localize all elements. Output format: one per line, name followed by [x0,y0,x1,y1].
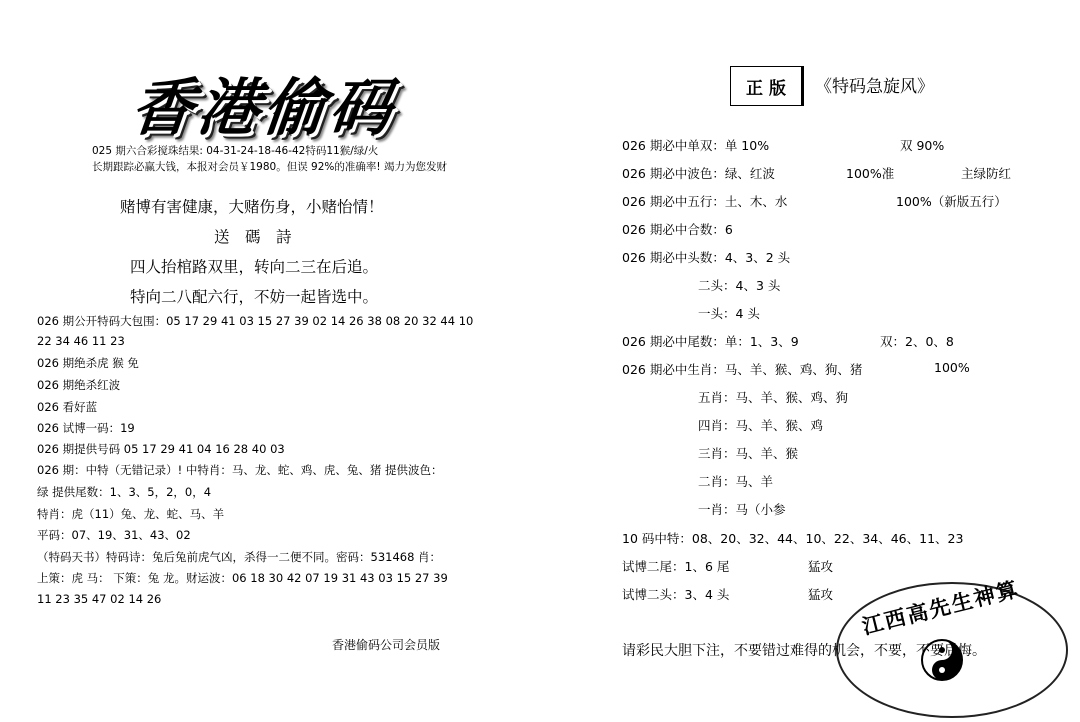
left-row: 026 期绝杀虎 猴 免 [37,356,139,370]
slogan: 赌博有害健康，大赌伤身，小赌怡情！ [120,198,384,216]
right-row-a: 三肖：马、羊、猴 [698,446,799,461]
left-row: 026 看好蓝 [37,400,98,414]
right-row-c: 主绿防红 [961,166,1012,181]
right-row-a: 五肖：马、羊、猴、鸡、狗 [698,390,849,405]
right-heading: 《特码急旋风》 [815,77,934,97]
closing-line: 请彩民大胆下注，不要错过难得的机会，不要，不要后悔。 [622,643,986,659]
right-page [540,0,1080,722]
right-row-a: 一头：4 头 [698,306,760,321]
promo-line: 长期跟踪必赢大钱，本报对会员￥1980。但误 92%的准确率! 竭力为您发财 [92,161,447,173]
right-row-a: 026 期必中单双：单 10% [622,138,770,153]
left-row: 026 试博一码：19 [37,421,135,435]
right-row-a: 一肖：马（小参 [698,502,786,517]
right-row-a: 026 期必中生肖：马、羊、猴、鸡、狗、猪 [622,362,863,377]
left-row: 上策：虎 马： 下策：兔 龙。财运波：06 18 30 42 07 19 31 43 03 15 27 39 [37,571,448,585]
right-row-b: 100% [934,360,970,375]
right-row-b: 猛攻 [808,559,834,574]
left-row: 026 期提供号码 05 17 29 41 04 16 28 40 03 [37,442,285,456]
left-row: 特肖：虎（11）兔、龙、蛇、马、羊 [37,507,225,521]
official-badge: 正 版 [730,66,802,106]
result-line: 025 期六合彩搅珠结果: 04-31-24-18-46-42特码11猴/绿/火 [92,145,379,157]
right-row-b: 100%准 [846,166,895,181]
left-row: 11 23 35 47 02 14 26 [37,592,162,606]
right-row-a: 026 期必中尾数：单：1、3、9 [622,334,799,349]
right-row-a: 二头：4、3 头 [698,278,781,293]
left-row: 026 期：中特（无错记录）! 中特肖：马、龙、蛇、鸡、虎、兔、猪 提供波色： [37,463,443,477]
right-row-a: 二肖：马、羊 [698,474,774,489]
right-row-b: 猛攻 [808,587,834,602]
left-row: 026 期公开特码大包围：05 17 29 41 03 15 27 39 02 14 26 38 08 20 32 44 10 [37,314,474,328]
poem-title: 送 碼 詩 [214,228,292,246]
right-row-a: 026 期必中波色：绿、红波 [622,166,775,181]
newspaper-title: 香港偷码 [127,71,400,144]
poem-line-1: 四人抬棺路双里，转向二三在后追。 [130,258,379,276]
left-row: 平码：07、19、31、43、02 [37,528,191,542]
left-row: 绿 提供尾数：1、3、5，2，0，4 [37,485,212,499]
left-row: 22 34 46 11 23 [37,334,125,348]
right-row-a: 026 期必中合数：6 [622,222,733,237]
right-row-a: 试博二尾：1、6 尾 [622,559,730,574]
right-row-a: 026 期必中头数：4、3、2 头 [622,250,791,265]
right-row-b: 双 90% [900,138,945,153]
left-footer: 香港偷码公司会员版 [332,638,441,652]
header-divider [802,66,804,106]
left-row: 026 期绝杀红波 [37,378,121,392]
right-row-a: 026 期必中五行：土、木、水 [622,194,788,209]
right-row-b: 100%（新版五行） [896,194,1007,209]
right-row-a: 10 码中特：08、20、32、44、10、22、34、46、11、23 [622,531,964,546]
right-row-a: 试博二头：3、4 头 [622,587,730,602]
poem-line-2: 特向二八配六行，不妨一起皆选中。 [130,288,379,306]
right-row-b: 双：2、0、8 [880,334,954,349]
stamp-text: 江西高先生神算 [859,575,1022,640]
right-row-a: 四肖：马、羊、猴、鸡 [698,418,824,433]
left-row: （特码天书）特码诗：兔后兔前虎气凶，杀得一二便不同。密码：531468 肖： [37,550,442,564]
